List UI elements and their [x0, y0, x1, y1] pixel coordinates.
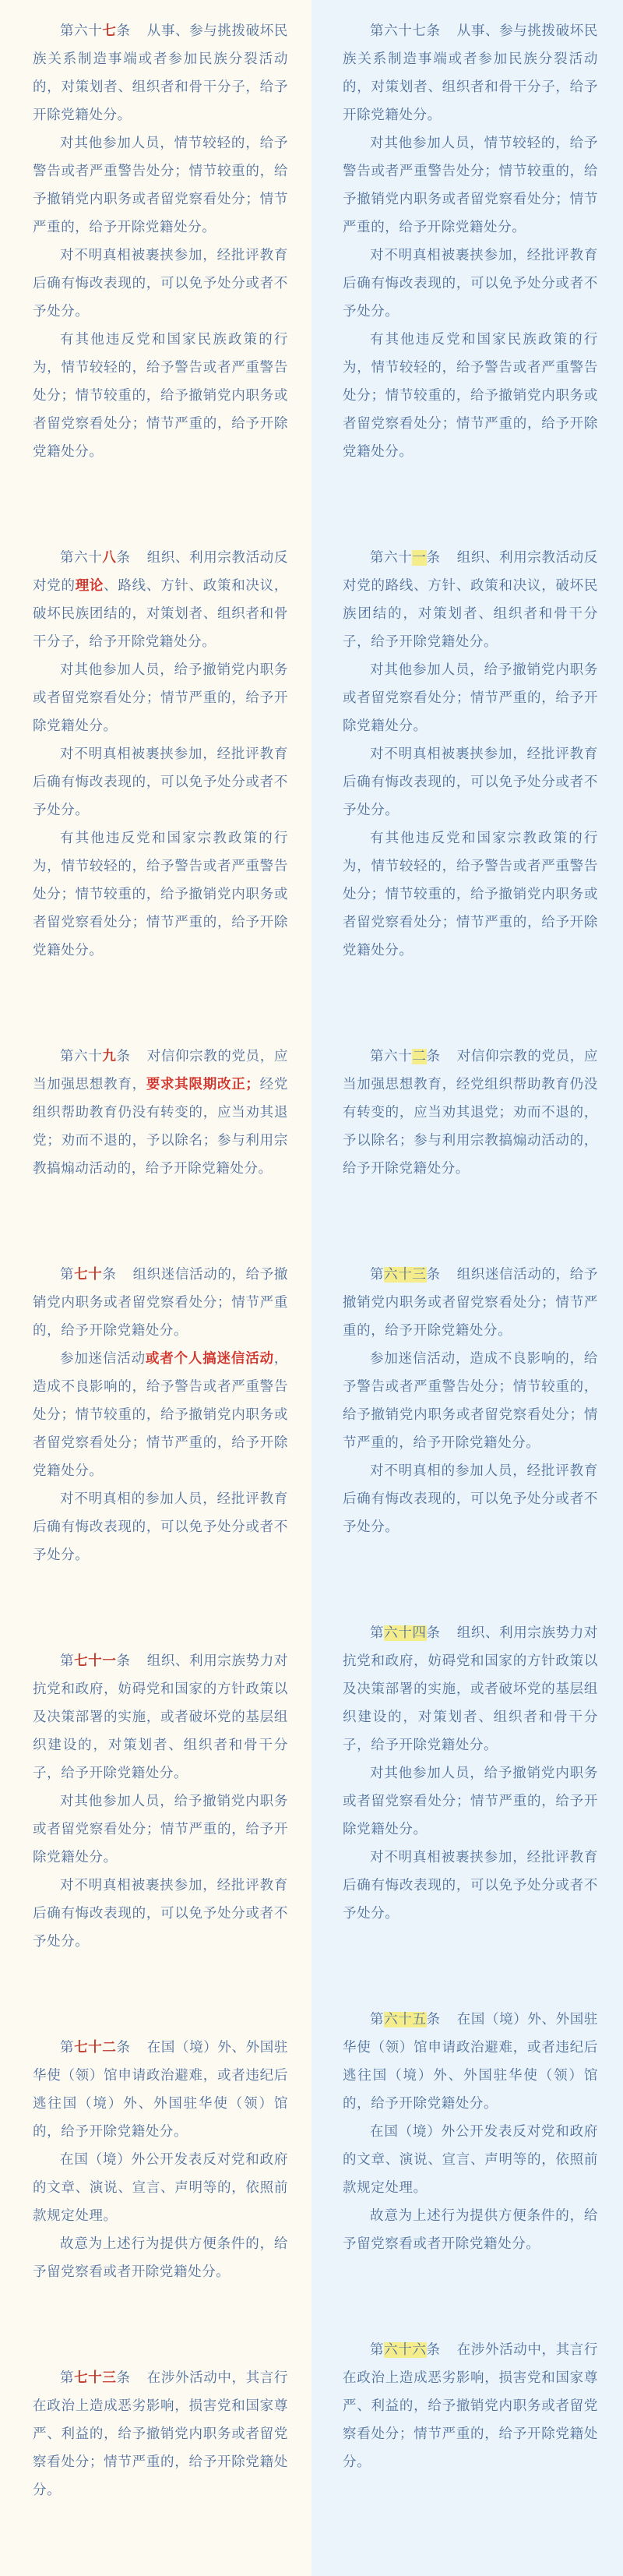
- text-segment: 对不明真相被裹挟参加，经批评教育后确有悔改表现的，可以免予处分或者不予处分。: [33, 248, 288, 319]
- article-paragraph: [33, 824, 288, 965]
- text-segment: 条: [116, 2370, 131, 2386]
- left-article: [33, 1647, 288, 1956]
- text-segment: 组织迷信活动的，给予撤销党内职务或者留党察看处分；情节严重的，给予开除党籍处分。: [343, 1267, 598, 1339]
- article-paragraph: [343, 242, 598, 326]
- article-paragraph: [33, 1043, 288, 1183]
- article-paragraph: [33, 2146, 288, 2230]
- text-segment: 、路线、方针、政策和决议，破坏民族团结的，对策划者、组织者和骨干分子，给予开除党籍处分。: [33, 578, 288, 650]
- text-segment: 第六十: [370, 550, 413, 566]
- text-segment: 第: [60, 1653, 75, 1669]
- article-paragraph: [343, 129, 598, 242]
- text-segment: 第: [370, 1267, 385, 1283]
- text-segment: ，造成不良影响的，给予警告或者严重警告处分；情节较重的，给予撤销党内职务或者留党察看处分；情节严重的，给予开除党籍处分。: [33, 1351, 288, 1479]
- article-paragraph: [33, 544, 288, 656]
- text-segment: 故意为上述行为提供方便条件的，给予留党察看或者开除党籍处分。: [33, 2236, 288, 2280]
- article-number-emphasis: 七十三: [74, 2370, 117, 2386]
- text-segment: 对其他参加人员，给予撤销党内职务或者留党察看处分；情节严重的，给予开除党籍处分。: [33, 1794, 288, 1865]
- text-segment: 对其他参加人员，给予撤销党内职务或者留党察看处分；情节严重的，给予开除党籍处分。: [343, 1766, 598, 1837]
- article-paragraph: [343, 1619, 598, 1759]
- article-number-emphasis: 七十: [74, 1267, 103, 1283]
- text-segment: 条: [426, 1625, 441, 1641]
- text-segment: 条: [426, 2012, 441, 2027]
- article-paragraph: [343, 1261, 598, 1345]
- right-article: [343, 17, 598, 466]
- text-segment: 对信仰宗教的党员，应当加强思想教育，: [33, 1049, 288, 1092]
- right-article: [343, 2006, 598, 2258]
- article-paragraph: [343, 824, 598, 965]
- right-article: [343, 1619, 598, 1928]
- old-version-column: [312, 0, 623, 2576]
- left-article: [33, 544, 288, 965]
- text-segment: 对不明真相被裹挟参加，经批评教育后确有悔改表现的，可以免予处分或者不予处分。: [33, 746, 288, 818]
- text-segment: 条: [426, 1049, 441, 1064]
- text-segment: 第六十: [60, 550, 103, 566]
- article-paragraph: [343, 656, 598, 740]
- article-number-emphasis: 八: [102, 550, 117, 566]
- article-paragraph: [33, 1345, 288, 1485]
- text-segment: 从事、参与挑拨破坏民族关系制造事端或者参加民族分裂活动的，对策划者、组织者和骨干分子，给予开除党籍处分。: [33, 23, 288, 123]
- text-segment: 对不明真相被裹挟参加，经批评教育后确有悔改表现的，可以免予处分或者不予处分。: [343, 746, 598, 818]
- text-segment: 组织迷信活动的，给予撤销党内职务或者留党察看处分；情节严重的，给予开除党籍处分。: [33, 1267, 288, 1339]
- article-number-highlight: 六十五: [384, 2012, 427, 2027]
- right-article: [343, 544, 598, 965]
- added-text: 理论: [75, 578, 104, 594]
- text-segment: 在国（境）外公开发表反对党和政府的文章、演说、宣言、声明等的，依照前款规定处理。: [343, 2124, 598, 2196]
- text-segment: 组织、利用宗族势力对抗党和政府，妨碍党和国家的方针政策以及决策部署的实施，或者破坏党的基层组织建设的，对策划者、组织者和骨干分子，给予开除党籍处分。: [33, 1653, 288, 1781]
- text-segment: 从事、参与挑拨破坏民族关系制造事端或者参加民族分裂活动的，对策划者、组织者和骨干分子，给予开除党籍处分。: [343, 23, 599, 123]
- text-segment: 对不明真相被裹挟参加，经批评教育后确有悔改表现的，可以免予处分或者不予处分。: [33, 1878, 288, 1950]
- text-segment: 第: [370, 2012, 385, 2027]
- text-segment: 对其他参加人员，情节较轻的，给予警告或者严重警告处分；情节较重的，给予撤销党内职务或者留党察看处分；情节严重的，给予开除党籍处分。: [343, 136, 598, 235]
- text-segment: 对信仰宗教的党员，应当加强思想教育，经党组织帮助教育仍没有转变的，应当劝其退党；劝而不退的，予以除名；参与利用宗教搞煽动活动的，给予开除党籍处分。: [343, 1049, 598, 1177]
- text-segment: 第六十: [370, 1049, 413, 1064]
- text-segment: 故意为上述行为提供方便条件的，给予留党察看或者开除党籍处分。: [343, 2208, 598, 2252]
- article-paragraph: [343, 2118, 598, 2202]
- text-segment: 有其他违反党和国家民族政策的行为，情节较轻的，给予警告或者严重警告处分；情节较重的，给予撤销党内职务或者留党察看处分；情节严重的，给予开除党籍处分。: [343, 332, 598, 460]
- article-paragraph: [33, 1485, 288, 1569]
- article-paragraph: [33, 740, 288, 824]
- article-paragraph: [33, 1261, 288, 1345]
- text-segment: 条: [426, 1267, 441, 1283]
- text-segment: 在涉外活动中，其言行在政治上造成恶劣影响，损害党和国家尊严、利益的，给予撤销党内职务或者留党察看处分；情节严重的，给予开除党籍处分。: [343, 2342, 598, 2470]
- text-segment: 第: [60, 2040, 75, 2056]
- article-paragraph: [343, 326, 598, 466]
- text-segment: 对不明真相被裹挟参加，经批评教育后确有悔改表现的，可以免予处分或者不予处分。: [343, 1850, 598, 1921]
- article-paragraph: [343, 2336, 598, 2476]
- text-segment: 组织、利用宗教活动反对党的: [33, 550, 288, 594]
- article-paragraph: [343, 1043, 598, 1183]
- article-paragraph: [33, 1787, 288, 1872]
- article-number-highlight: 六十四: [384, 1625, 427, 1641]
- article-paragraph: [343, 740, 598, 824]
- text-segment: 对不明真相被裹挟参加，经批评教育后确有悔改表现的，可以免予处分或者不予处分。: [343, 248, 598, 319]
- article-paragraph: [33, 326, 288, 466]
- text-segment: 条: [116, 1049, 131, 1064]
- article-number-emphasis: 七十一: [74, 1653, 117, 1669]
- article-number-highlight: 二: [412, 1049, 427, 1064]
- added-text: 或者个人搞迷信活动: [145, 1351, 274, 1367]
- article-paragraph: [343, 544, 598, 656]
- article-paragraph: [343, 2006, 598, 2118]
- article-paragraph: [33, 1872, 288, 1956]
- text-segment: 第: [60, 2370, 75, 2386]
- article-number-emphasis: 七: [102, 23, 117, 39]
- text-segment: 对其他参加人员，给予撤销党内职务或者留党察看处分；情节严重的，给予开除党籍处分。: [33, 662, 288, 734]
- text-segment: 对不明真相的参加人员，经批评教育后确有悔改表现的，可以免予处分或者不予处分。: [343, 1463, 598, 1535]
- right-article: [343, 1261, 598, 1541]
- left-article: [33, 1043, 288, 1183]
- text-segment: 条: [116, 550, 131, 566]
- article-paragraph: [343, 1759, 598, 1844]
- added-text: 要求其限期改正；: [146, 1077, 260, 1092]
- article-paragraph: [33, 17, 288, 129]
- article-paragraph: [33, 1647, 288, 1787]
- text-segment: 条: [102, 1267, 117, 1283]
- text-segment: 第: [370, 1625, 385, 1641]
- text-segment: 参加迷信活动，造成不良影响的，给予警告或者严重警告处分；情节较重的，给予撤销党内职务或者留党察看处分；情节严重的，给予开除党籍处分。: [343, 1351, 598, 1451]
- article-paragraph: [343, 1844, 598, 1928]
- text-segment: 条: [116, 2040, 131, 2056]
- text-segment: 在国（境）外、外国驻华使（领）馆申请政治避难，或者违纪后逃往国（境）外、外国驻华使（领）馆的，给予开除党籍处分。: [33, 2040, 288, 2140]
- right-article: [343, 1043, 598, 1183]
- text-segment: 第六十: [60, 1049, 103, 1064]
- text-segment: 对其他参加人员，情节较轻的，给予警告或者严重警告处分；情节较重的，给予撤销党内职务或者留党察看处分；情节严重的，给予开除党籍处分。: [33, 136, 288, 235]
- article-paragraph: [33, 656, 288, 740]
- text-segment: 有其他违反党和国家宗教政策的行为，情节较轻的，给予警告或者严重警告处分；情节较重的，给予撤销党内职务或者留党察看处分；情节严重的，给予开除党籍处分。: [343, 831, 598, 958]
- text-segment: 条: [116, 1653, 131, 1669]
- text-segment: 经党组织帮助教育仍没有转变的，应当劝其退党；劝而不退的，予以除名；参与利用宗教搞煽动活动的，给予开除党籍处分。: [33, 1077, 288, 1177]
- text-segment: 有其他违反党和国家宗教政策的行为，情节较轻的，给予警告或者严重警告处分；情节较重的，给予撤销党内职务或者留党察看处分；情节严重的，给予开除党籍处分。: [33, 831, 288, 958]
- text-segment: 第: [370, 2342, 385, 2358]
- text-segment: 对不明真相的参加人员，经批评教育后确有悔改表现的，可以免予处分或者不予处分。: [33, 1491, 288, 1563]
- text-segment: 条: [116, 23, 131, 39]
- article-number-highlight: 六十六: [384, 2342, 427, 2358]
- article-paragraph: [33, 242, 288, 326]
- article-paragraph: [33, 2230, 288, 2286]
- text-segment: 条: [426, 550, 441, 566]
- right-article: [343, 2336, 598, 2476]
- text-segment: 第六十: [60, 23, 103, 39]
- article-paragraph: [343, 2202, 598, 2258]
- text-segment: 条: [426, 2342, 441, 2358]
- article-paragraph: [33, 129, 288, 242]
- text-segment: 组织、利用宗族势力对抗党和政府，妨碍党和国家的方针政策以及决策部署的实施，或者破坏党的基层组织建设的，对策划者、组织者和骨干分子，给予开除党籍处分。: [343, 1625, 598, 1753]
- text-segment: 在国（境）外、外国驻华使（领）馆申请政治避难，或者违纪后逃往国（境）外、外国驻华使（领）馆的，给予开除党籍处分。: [343, 2012, 598, 2112]
- text-segment: 参加迷信活动: [60, 1351, 146, 1367]
- text-segment: 在涉外活动中，其言行在政治上造成恶劣影响，损害党和国家尊严、利益的，给予撤销党内职务或者留党察看处分；情节严重的，给予开除党籍处分。: [33, 2370, 288, 2498]
- article-paragraph: [33, 2034, 288, 2146]
- text-segment: 组织、利用宗教活动反对党的路线、方针、政策和决议，破坏民族团结的，对策划者、组织者和骨干分子，给予开除党籍处分。: [343, 550, 598, 650]
- text-segment: 有其他违反党和国家民族政策的行为，情节较轻的，给予警告或者严重警告处分；情节较重的，给予撤销党内职务或者留党察看处分；情节严重的，给予开除党籍处分。: [33, 332, 288, 460]
- text-segment: 对其他参加人员，给予撤销党内职务或者留党察看处分；情节严重的，给予开除党籍处分。: [343, 662, 598, 734]
- article-paragraph: [343, 1457, 598, 1541]
- text-segment: 第六十七条: [370, 23, 441, 39]
- text-segment: 在国（境）外公开发表反对党和政府的文章、演说、宣言、声明等的，依照前款规定处理。: [33, 2152, 288, 2224]
- article-paragraph: [33, 2364, 288, 2504]
- article-number-emphasis: 九: [102, 1049, 117, 1064]
- article-paragraph: [343, 1345, 598, 1457]
- article-number-highlight: 六十三: [384, 1267, 427, 1283]
- text-segment: 第: [60, 1267, 75, 1283]
- left-article: [33, 2364, 288, 2504]
- article-number-emphasis: 七十二: [74, 2040, 117, 2056]
- left-article: [33, 1261, 288, 1569]
- article-paragraph: [343, 17, 598, 129]
- left-article: [33, 2034, 288, 2286]
- article-number-highlight: 一: [412, 550, 427, 566]
- left-article: [33, 17, 288, 466]
